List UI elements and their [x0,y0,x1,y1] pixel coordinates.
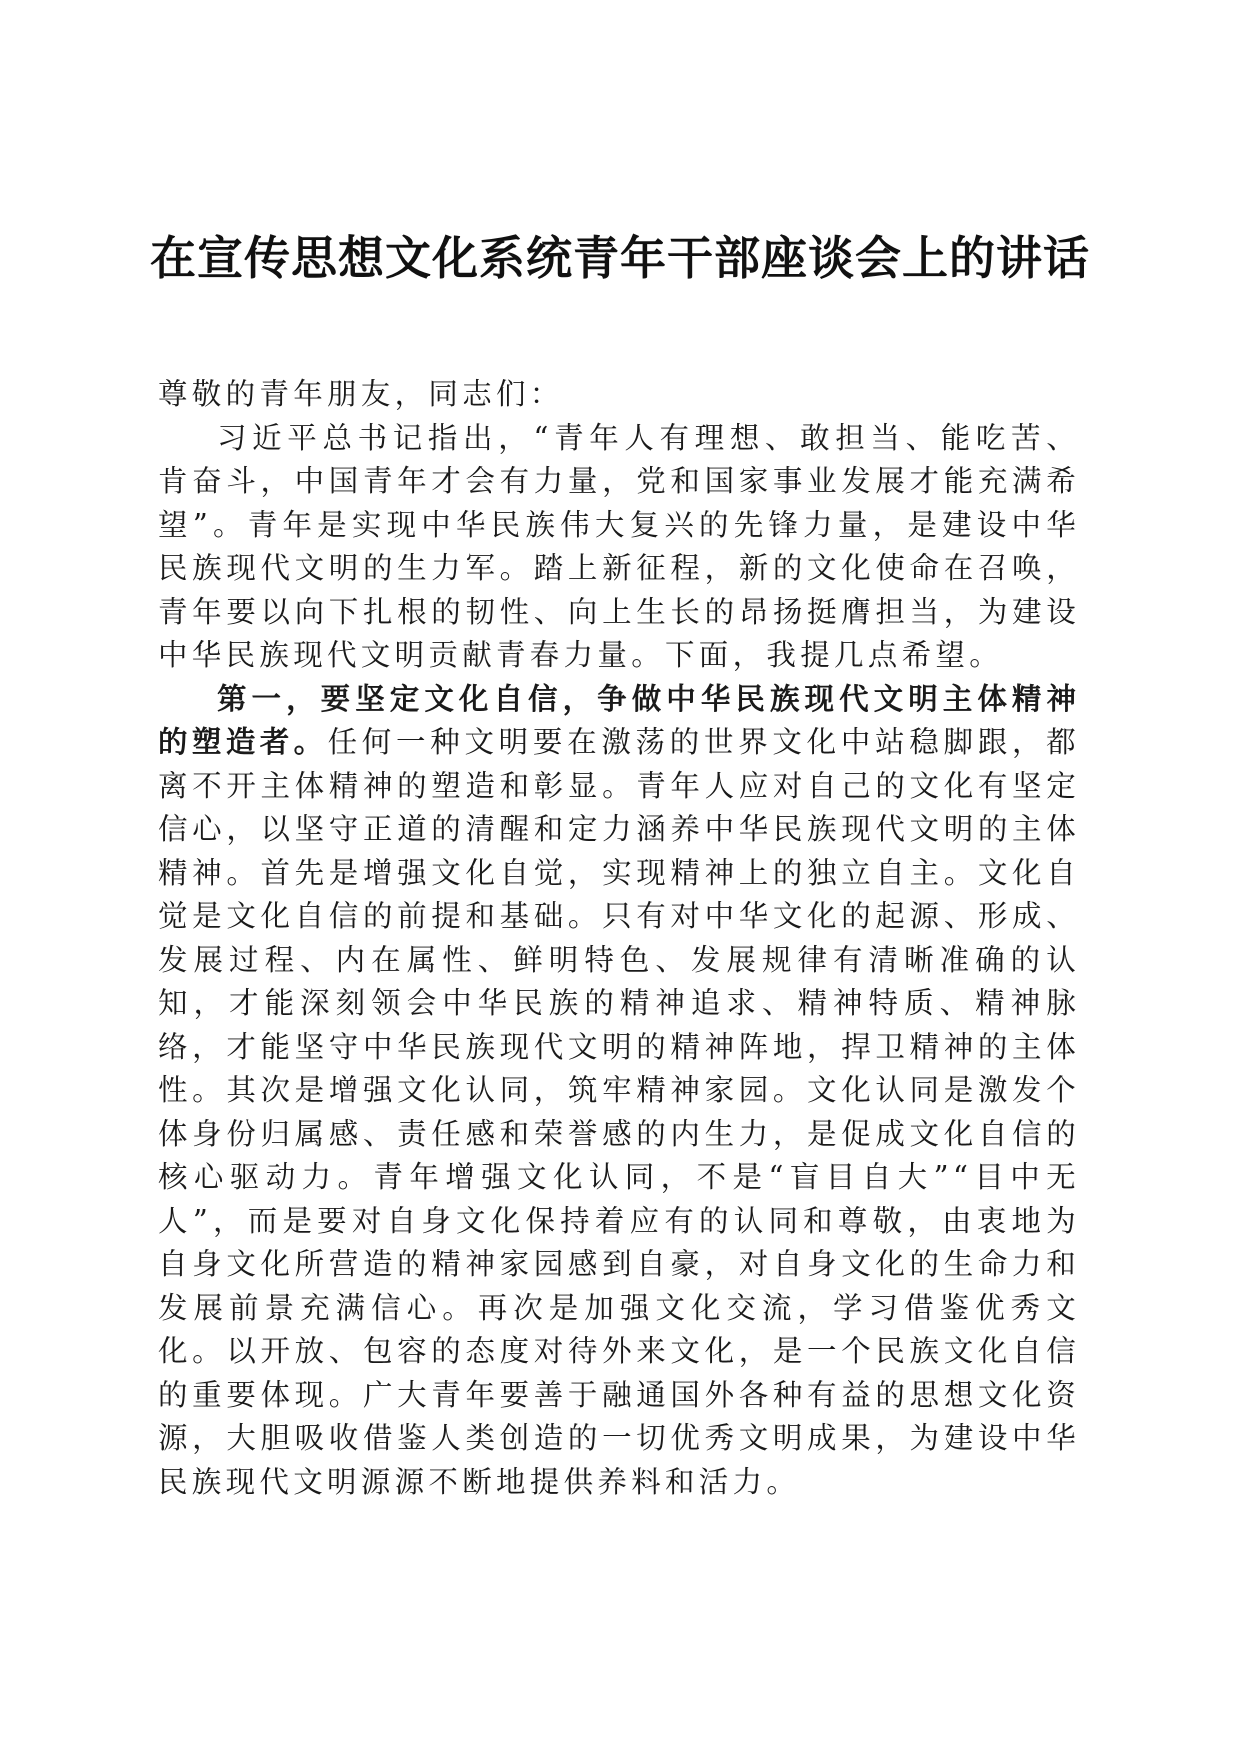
paragraph-section-1 [158,678,1080,1505]
section-1-body: 任何一种文明要在激荡的世界文化中站稳脚跟，都离不开主体精神的塑造和彰显。青年人应对自己的文化有坚定信心，以坚守正道的清醒和定力涵养中华民族现代文明的主体精神。首先是增强文化自觉，实现精神上的独立自主。文化自觉是文化自信的前提和基础。只有对中华文化的起源、形成、发展过程、内在属性、鲜明特色、发展规律有清晰准确的认知，才能深刻领会中华民族的精神追求、精神特质、精神脉络，才能坚守中华民族现代文明的精神阵地，捍卫精神的主体性。其次是增强文化认同，筑牢精神家园。文化认同是激发个体身份归属感、责任感和荣誉感的内生力，是促成文化自信的核心驱动力。青年增强文化认同，不是“盲目自大”“目中无人”，而是要对自身文化保持着应有的认同和尊敬，由衷地为自身文化所营造的精神家园感到自豪，对自身文化的生命力和发展前景充满信心。再次是加强文化交流，学习借鉴优秀文化。以开放、包容的态度对待外来文化，是一个民族文化自信的重要体现。广大青年要善于融通国外各种有益的思想文化资源，大胆吸收借鉴人类创造的一切优秀文明成果，为建设中华民族现代文明源源不断地提供养料和活力。 [158,725,1080,1499]
document-body [158,373,1080,1504]
section-1-heading: 第一，要坚定文化自信，争做中华民族现代文明主体精神的塑造者。 [158,681,1080,759]
salutation: 尊敬的青年朋友，同志们： [158,377,564,411]
paragraph-intro: 习近平总书记指出，“青年人有理想、敢担当、能吃苦、肯奋斗，中国青年才会有力量，党和国家事业发展才能充满希望”。青年是实现中华民族伟大复兴的先锋力量，是建设中华民族现代文明的生力军。踏上新征程，新的文化使命在召唤，青年要以向下扎根的韧性、向上生长的昂扬挺膺担当，为建设中华民族现代文明贡献青春力量。下面，我提几点希望。 [158,420,1080,672]
document-title: 在宣传思想文化系统青年干部座谈会上的讲话 [150,231,1090,285]
